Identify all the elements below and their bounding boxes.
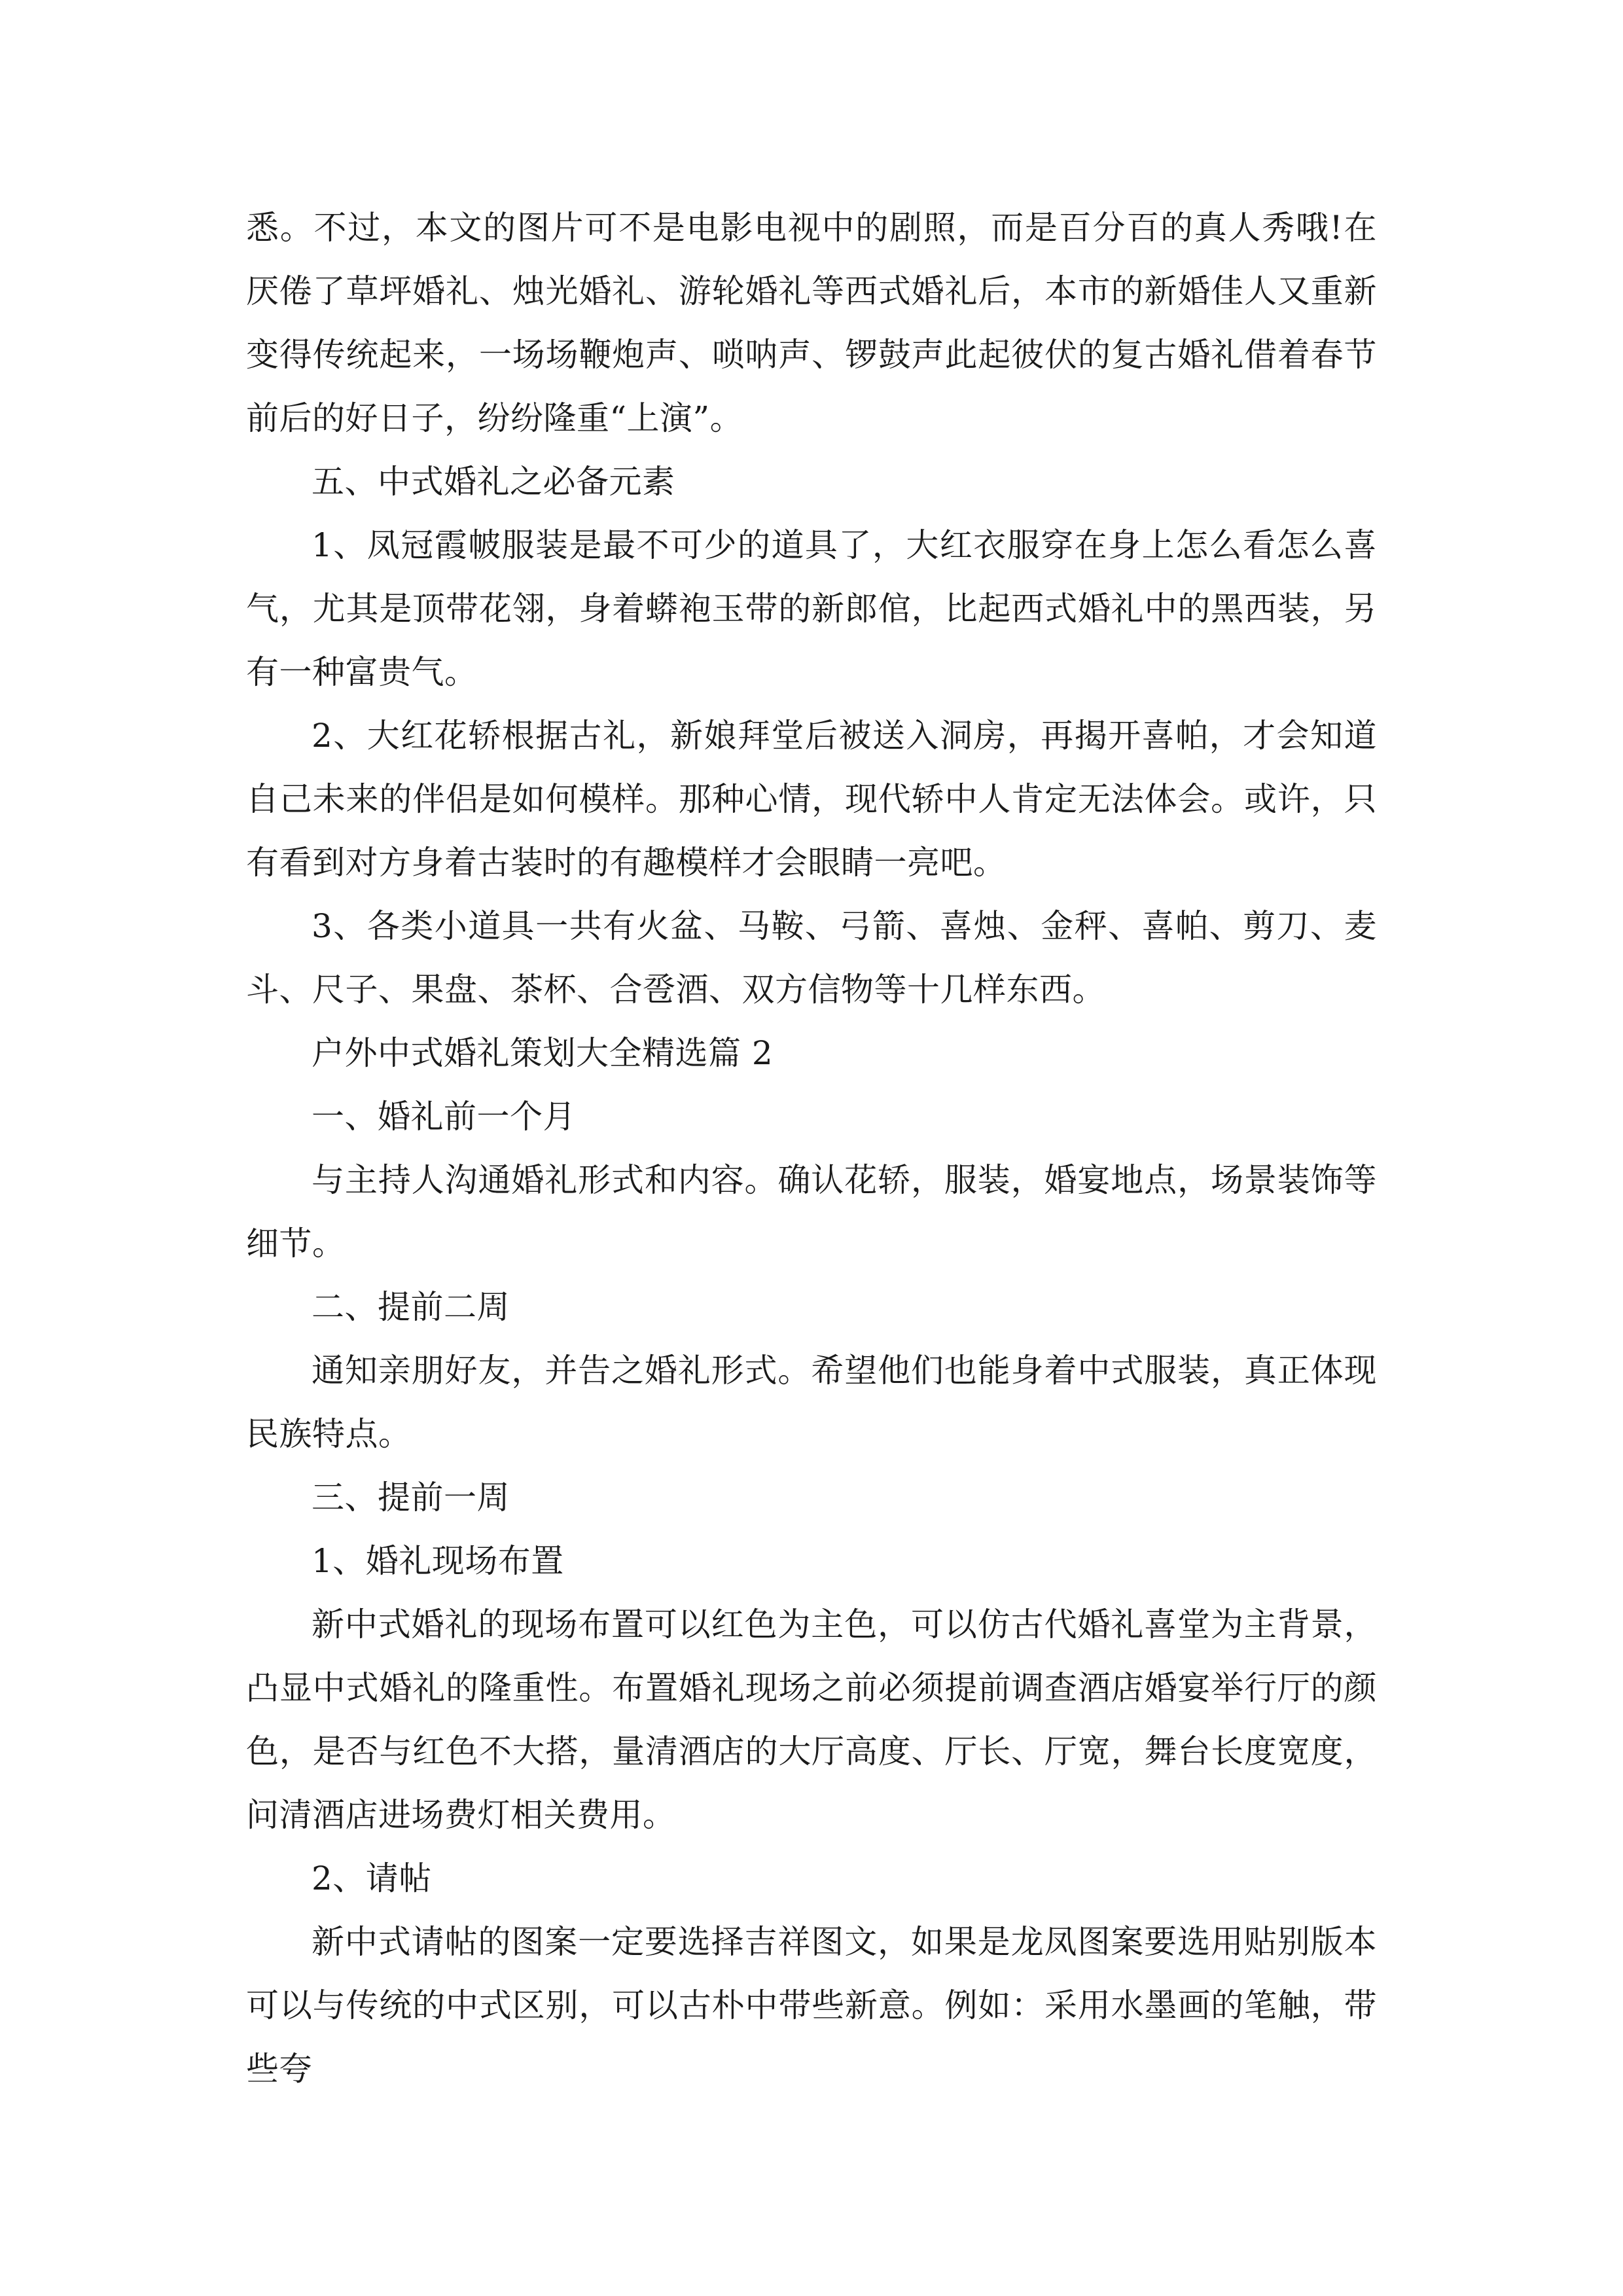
heading-section-five: 五、中式婚礼之必备元素 bbox=[312, 463, 675, 501]
paragraph-item-3: 3、各类小道具一共有火盆、马鞍、弓箭、喜烛、金秤、喜帕、剪刀、麦斗、尺子、果盘、茶杯、合卺酒、双方信物等十几样东西。 bbox=[246, 907, 1377, 1009]
paragraph-invitations: 新中式请帖的图案一定要选择吉祥图文，如果是龙凤图案要选用贴别版本可以与传统的中式区别，可以古朴中带些新意。例如：采用水墨画的笔触，带些夸 bbox=[246, 1923, 1377, 2088]
document-page bbox=[246, 196, 1377, 2101]
paragraph-one-month-before: 与主持人沟通婚礼形式和内容。确认花轿，服装，婚宴地点，场景装饰等细节。 bbox=[246, 1161, 1377, 1263]
heading-two-weeks-before: 二、提前二周 bbox=[312, 1288, 510, 1326]
paragraph-venue-decoration: 新中式婚礼的现场布置可以红色为主色，可以仿古代婚礼喜堂为主背景，凸显中式婚礼的隆重性。布置婚礼现场之前必须提前调查酒店婚宴举行厅的颜色，是否与红色不大搭，量清酒店的大厅高度、厅长、厅宽，舞台长度宽度，问清酒店进场费灯相关费用。 bbox=[246, 1605, 1377, 1834]
paragraph-two-weeks-before: 通知亲朋好友，并告之婚礼形式。希望他们也能身着中式服装，真正体现民族特点。 bbox=[246, 1352, 1377, 1453]
heading-one-month-before: 一、婚礼前一个月 bbox=[312, 1098, 576, 1136]
heading-one-week-before: 三、提前一周 bbox=[312, 1479, 510, 1516]
heading-venue-decoration: 1、婚礼现场布置 bbox=[312, 1542, 564, 1580]
paragraph-item-2: 2、大红花轿根据古礼，新娘拜堂后被送入洞房，再揭开喜帕，才会知道自己未来的伴侣是如何模样。那种心情，现代轿中人肯定无法体会。或许，只有看到对方身着古装时的有趣模样才会眼睛一亮吧。 bbox=[246, 717, 1377, 882]
paragraph-continued-intro: 悉。不过，本文的图片可不是电影电视中的剧照，而是百分百的真人秀哦!在厌倦了草坪婚礼、烛光婚礼、游轮婚礼等西式婚礼后，本市的新婚佳人又重新变得传统起来，一场场鞭炮声、唢呐声、锣鼓声此起彼伏的复古婚礼借着春节前后的好日子，纷纷隆重“上演”。 bbox=[246, 209, 1377, 437]
heading-invitations: 2、请帖 bbox=[312, 1859, 432, 1897]
paragraph-item-1: 1、凤冠霞帔服装是最不可少的道具了，大红衣服穿在身上怎么看怎么喜气，尤其是顶带花翎，身着蟒袍玉带的新郎倌，比起西式婚礼中的黑西装，另有一种富贵气。 bbox=[246, 526, 1377, 691]
heading-article-2: 户外中式婚礼策划大全精选篇 2 bbox=[312, 1034, 774, 1072]
